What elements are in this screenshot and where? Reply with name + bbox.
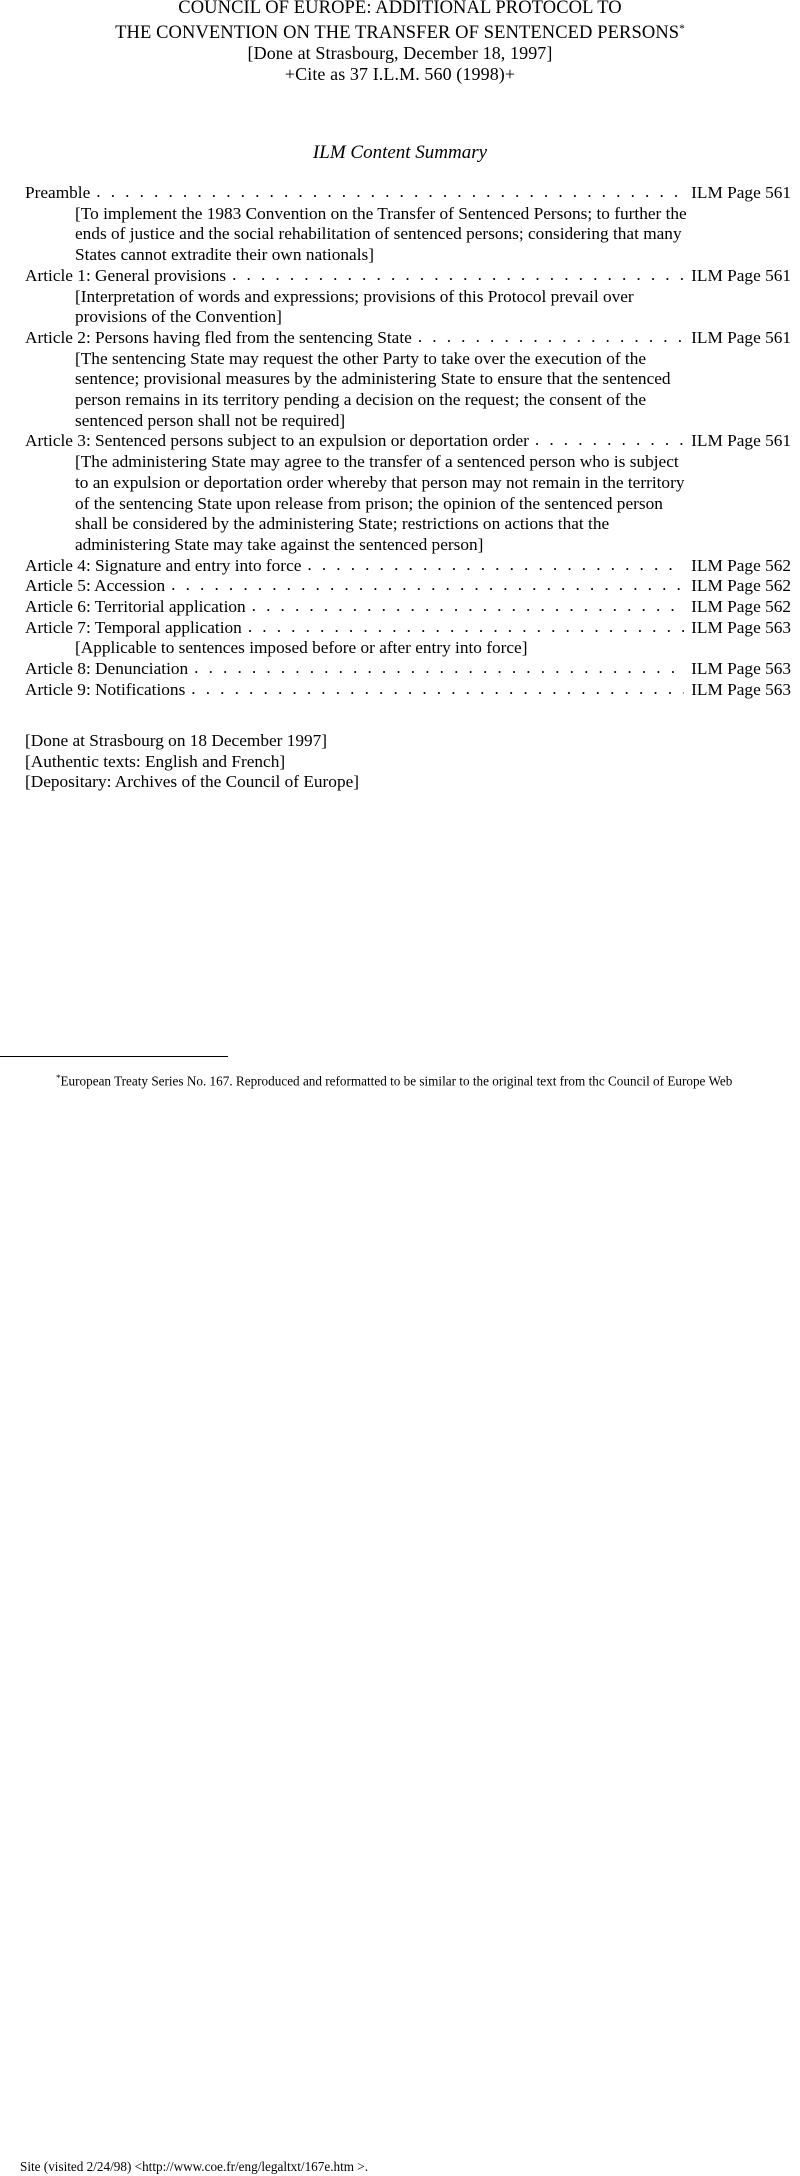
title-line-1: COUNCIL OF EUROPE: ADDITIONAL PROTOCOL TO xyxy=(178,0,622,18)
footnote xyxy=(20,1070,792,2174)
title-line-2-text: THE CONVENTION ON THE TRANSFER OF SENTENCED PERSONS xyxy=(115,22,680,43)
dot-leader xyxy=(307,555,684,576)
summary-entry[interactable] xyxy=(25,431,791,452)
summary-entry[interactable] xyxy=(25,328,791,349)
dot-leader xyxy=(191,679,684,700)
dot-leader xyxy=(96,182,684,203)
summary-entry[interactable] xyxy=(25,597,791,618)
description-line: States cannot extradite their own nationals] xyxy=(75,245,374,265)
closing-line: [Depositary: Archives of the Council of Europe] xyxy=(25,772,360,792)
summary-entry-description xyxy=(75,638,730,659)
summary-entry[interactable] xyxy=(25,576,791,597)
dot-leader xyxy=(535,430,684,451)
description-line: sentence; provisional measures by the administering State to ensure that the sentenced xyxy=(75,369,671,389)
summary-entry-label: Preamble xyxy=(25,183,91,202)
summary-entry[interactable] xyxy=(25,618,791,639)
title-line-done-at: [Done at Strasbourg, December 18, 1997] xyxy=(247,42,553,63)
summary-entry-description xyxy=(75,452,730,556)
footnote-line-1: European Treaty Series No. 167. Reproduced and reformatted to be similar to the original text from thc Council of Europe Web xyxy=(60,1073,733,1089)
summary-entry-description xyxy=(75,287,730,328)
title-line-citation: +Cite as 37 I.L.M. 560 (1998)+ xyxy=(284,63,516,84)
dot-leader xyxy=(252,596,685,617)
summary-entry-label: Article 9: Notifications xyxy=(25,679,186,699)
footnote-divider xyxy=(0,1056,228,1057)
summary-entry-page: ILM Page 562 xyxy=(691,555,791,575)
summary-entry[interactable] xyxy=(25,266,791,287)
description-line: to an expulsion or deportation order whereby that person may not remain in the territory xyxy=(75,472,685,492)
dot-leader xyxy=(248,617,684,638)
summary-entry-description xyxy=(75,349,730,432)
summary-entry[interactable] xyxy=(25,680,791,701)
description-line: ends of justice and the social rehabilitation of sentenced persons; considering that many xyxy=(75,224,682,244)
summary-entry-label: Article 5: Accession xyxy=(25,576,166,596)
description-line: administering State may take against the sentenced person] xyxy=(75,534,484,554)
summary-entry-page: ILM Page 561 xyxy=(691,431,791,451)
summary-entry-page: ILM Page 563 xyxy=(691,679,791,699)
dot-leader xyxy=(232,265,684,286)
closing-line: [Authentic texts: English and French] xyxy=(25,751,286,771)
summary-entry-page: ILM Page 561 xyxy=(691,265,791,285)
summary-entry-label: Article 6: Territorial application xyxy=(25,597,246,617)
summary-entry-page: ILM Page 561 xyxy=(691,183,791,202)
description-line: sentenced person shall not be required] xyxy=(75,410,346,430)
description-line: [The administering State may agree to the transfer of a sentenced person who is subject xyxy=(75,452,679,472)
description-line: [Interpretation of words and expressions; provisions of this Protocol prevail over xyxy=(75,286,634,306)
description-line: [Applicable to sentences imposed before or after entry into force] xyxy=(75,638,528,658)
footnote-star-icon: * xyxy=(56,1073,61,1083)
footnote-marker-icon: * xyxy=(679,22,685,35)
summary-entry-page: ILM Page 562 xyxy=(691,597,791,617)
summary-entry-label: Article 7: Temporal application xyxy=(25,617,242,637)
summary-entry-page: ILM Page 562 xyxy=(691,576,791,596)
document-title-block xyxy=(0,0,800,85)
description-line: [To implement the 1983 Convention on the Transfer of Sentenced Persons; to further the xyxy=(75,203,687,223)
closing-block xyxy=(25,731,359,793)
section-heading: ILM Content Summary xyxy=(312,142,488,163)
description-line: person remains in its territory pending a decision on the request; the consent of the xyxy=(75,390,647,410)
footnote-line-2: Site (visited 2/24/98) <http://www.coe.fr/eng/legaltxt/167e.htm >. xyxy=(20,2159,369,2174)
title-line-2 xyxy=(0,19,800,43)
summary-entry-page: ILM Page 563 xyxy=(691,617,791,637)
dot-leader xyxy=(171,575,684,596)
summary-list xyxy=(25,183,791,701)
summary-entry-description xyxy=(75,204,730,266)
summary-entry-label: Article 2: Persons having fled from the sentencing State xyxy=(25,327,412,347)
summary-entry[interactable] xyxy=(25,183,791,204)
summary-entry-label: Article 4: Signature and entry into force xyxy=(25,555,302,575)
summary-entry-label: Article 3: Sentenced persons subject to an expulsion or deportation order xyxy=(25,431,529,451)
summary-entry[interactable] xyxy=(25,659,791,680)
description-line: of the sentencing State upon release from prison; the opinion of the sentenced person xyxy=(75,493,663,513)
summary-entry-label: Article 1: General provisions xyxy=(25,265,227,285)
description-line: shall be considered by the administering State; restrictions on actions that the xyxy=(75,514,610,534)
summary-entry-page: ILM Page 563 xyxy=(691,659,791,679)
summary-entry-page: ILM Page 561 xyxy=(691,327,791,347)
summary-entry[interactable] xyxy=(25,556,791,577)
description-line: [The sentencing State may request the other Party to take over the execution of the xyxy=(75,348,647,368)
closing-line: [Done at Strasbourg on 18 December 1997] xyxy=(25,731,328,750)
summary-entry-label: Article 8: Denunciation xyxy=(25,659,189,679)
dot-leader xyxy=(194,658,684,679)
dot-leader xyxy=(418,327,684,348)
description-line: provisions of the Convention] xyxy=(75,307,282,327)
